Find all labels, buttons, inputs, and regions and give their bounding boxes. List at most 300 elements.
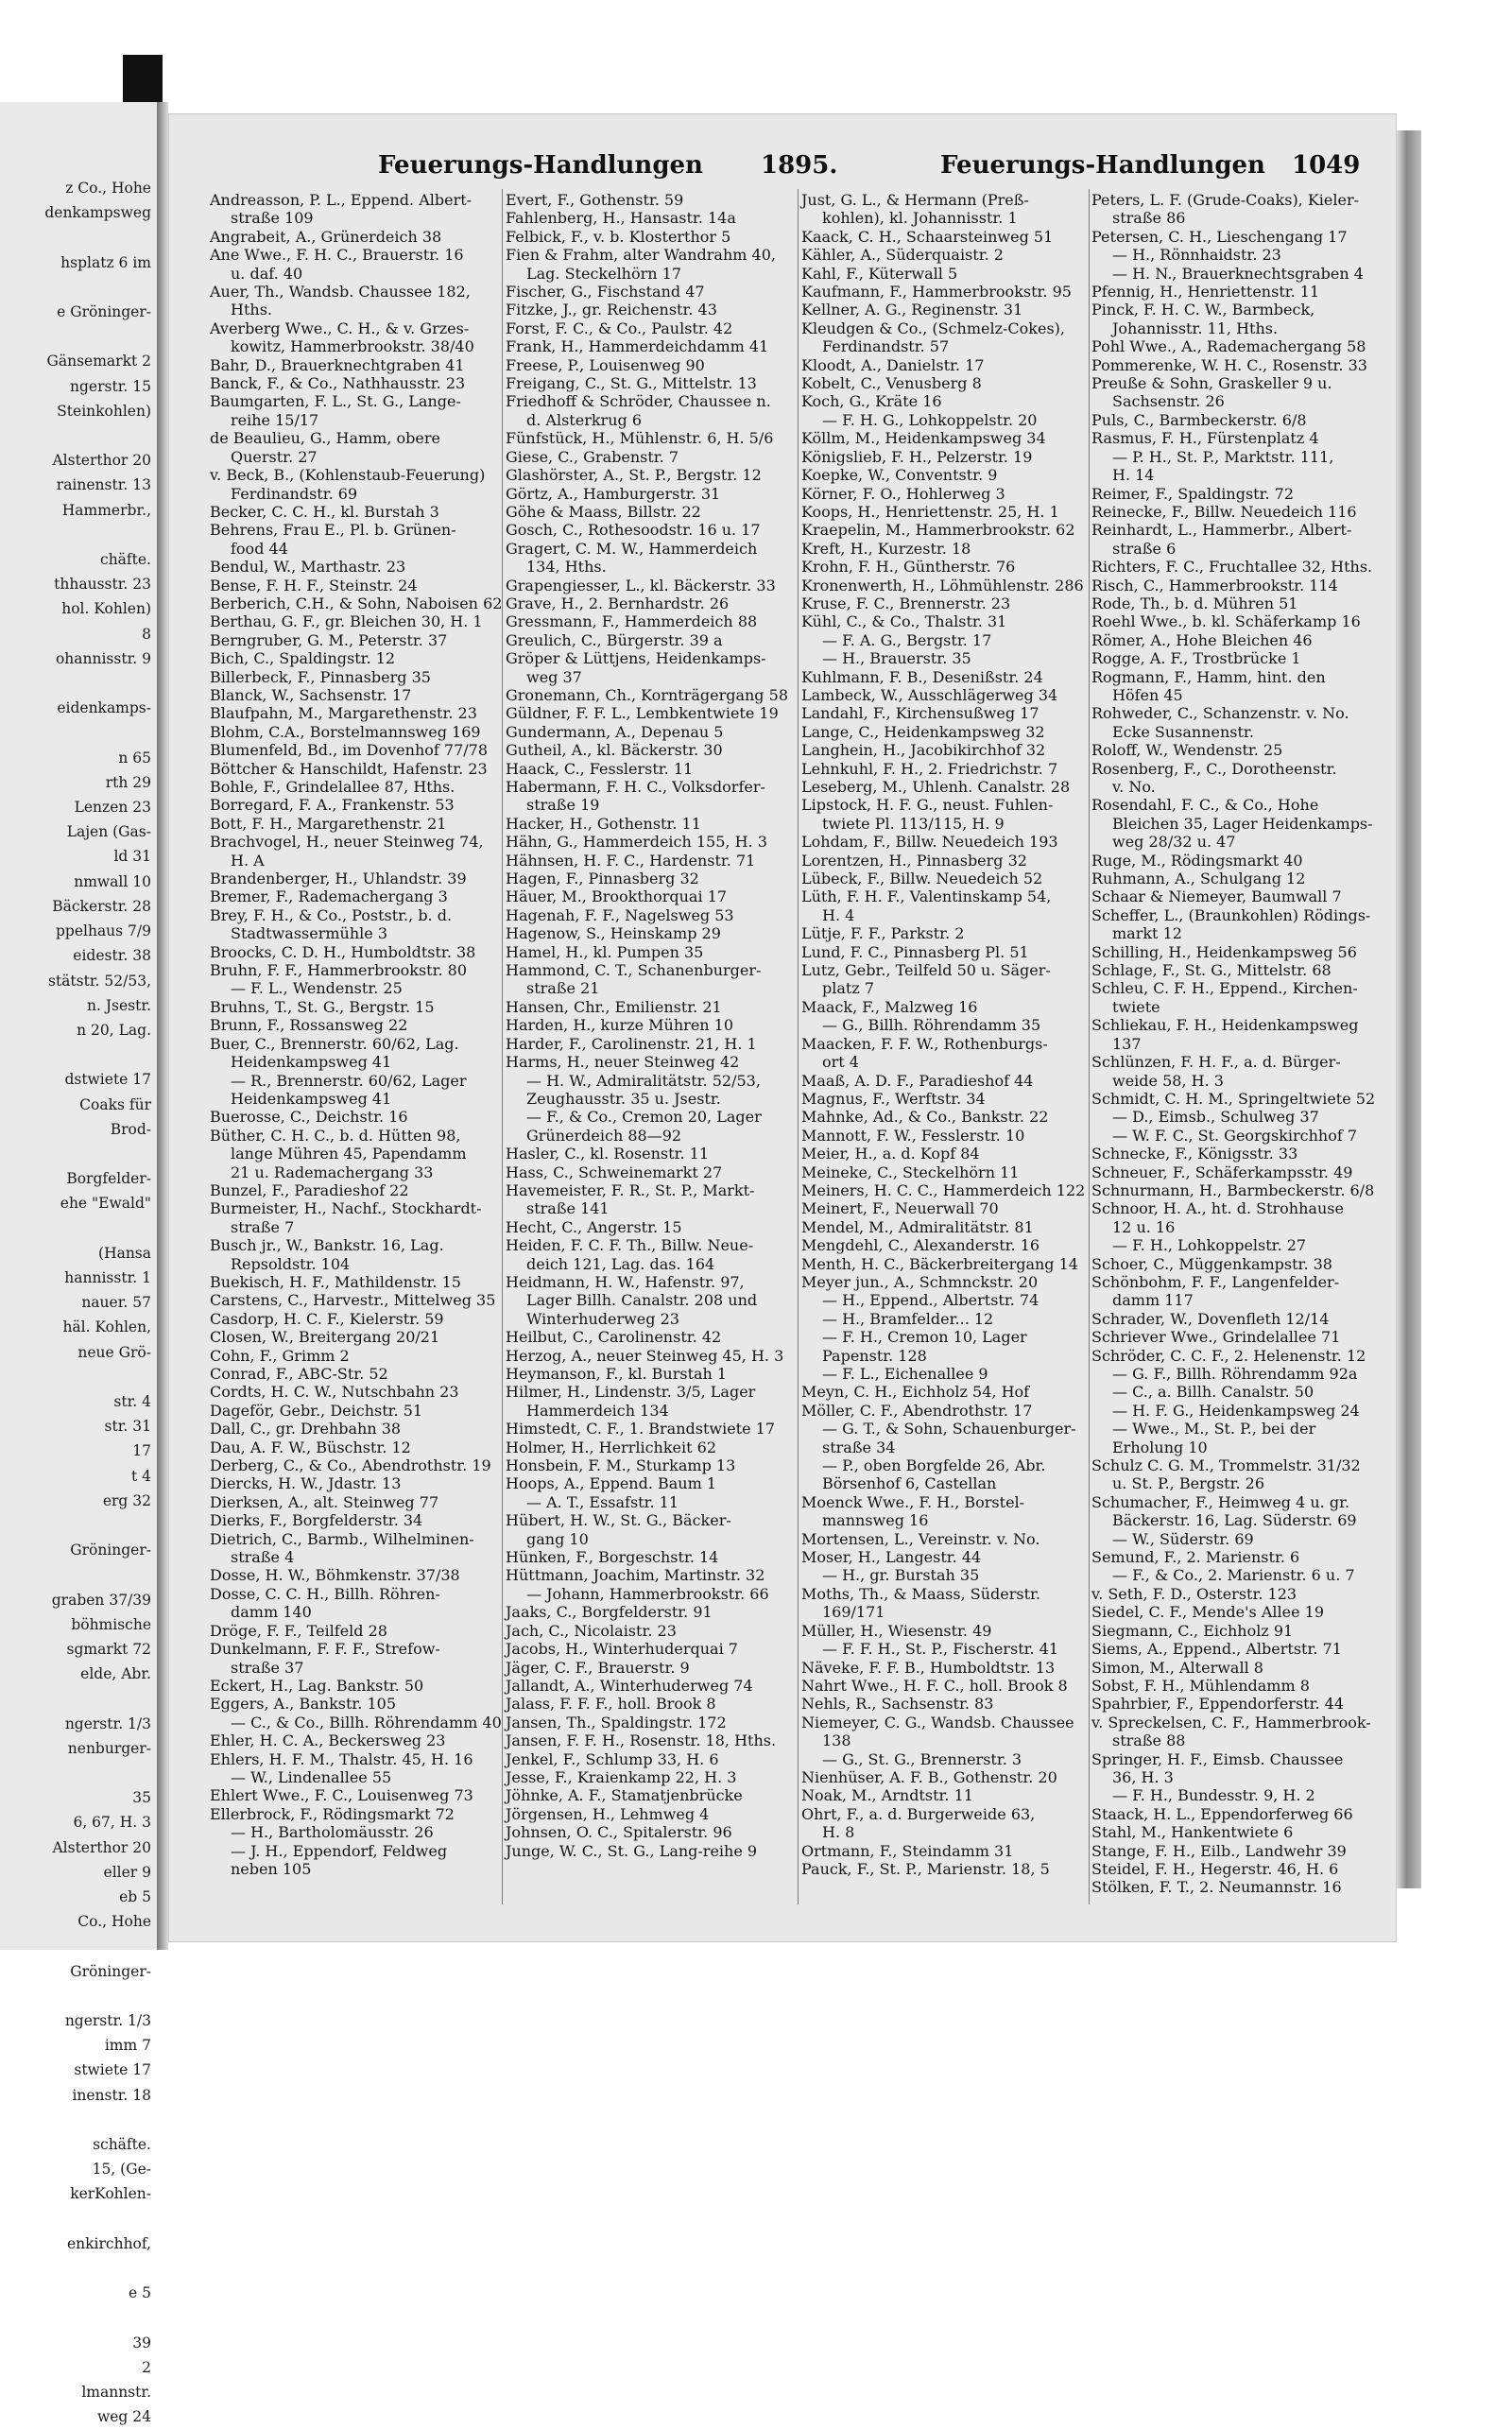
directory-entry: Siedel, C. F., Mende's Allee 19	[1091, 1603, 1324, 1622]
entry-continuation: lange Mühren 45, Papendamm	[231, 1145, 467, 1163]
entry-continuation: — F. F. H., St. P., Fischerstr. 41	[822, 1640, 1059, 1659]
directory-entry: Jallandt, A., Winterhuderweg 74	[506, 1676, 753, 1695]
directory-entry: Springer, H. F., Eimsb. Chaussee	[1091, 1749, 1344, 1768]
entry-continuation: H. 14	[1112, 466, 1155, 485]
entry-continuation: — G. T., & Sohn, Schauenburger-	[822, 1420, 1076, 1438]
directory-entry: Rode, Th., b. d. Mühren 51	[1091, 594, 1298, 612]
directory-entry: Näveke, F. F. B., Humboldtstr. 13	[801, 1658, 1056, 1677]
directory-entry: Meineke, C., Steckelhörn 11	[801, 1163, 1020, 1181]
directory-entry: Güldner, F. F. L., Lembkentwiete 19	[506, 704, 779, 723]
fragment-line: hsplatz 6 im	[60, 253, 151, 271]
directory-entry: Grapengiesser, L., kl. Bäckerstr. 33	[506, 576, 776, 594]
fragment-line	[4, 1216, 151, 1241]
fragment-line: imm 7	[104, 2037, 151, 2055]
directory-entry: Koops, H., Henriettenstr. 25, H. 1	[801, 502, 1059, 521]
directory-entry: Jacobs, H., Winterhuderquai 7	[506, 1640, 738, 1659]
fragment-line: eller 9	[103, 1863, 151, 1881]
directory-entry: Gröper & Lüttjens, Heidenkamps-	[506, 649, 766, 668]
entry-continuation: — J. H., Eppendorf, Feldweg	[231, 1841, 448, 1860]
directory-entry: Dunkelmann, F. F. F., Strefow-	[210, 1640, 440, 1659]
directory-entry: Hansen, Chr., Emilienstr. 21	[506, 997, 722, 1016]
directory-entry: Kraepelin, M., Hammerbrookstr. 62	[801, 521, 1075, 540]
fragment-line: str. 31	[104, 1418, 151, 1436]
entry-continuation: damm 140	[231, 1603, 312, 1622]
entry-continuation: Ecke Susannenstr.	[1112, 722, 1254, 741]
directory-entry: Meier, H., a. d. Kopf 84	[801, 1145, 980, 1163]
directory-entry: Fahlenberg, H., Hansastr. 14a	[506, 209, 736, 228]
directory-entry: Becker, C. C. H., kl. Burstah 3	[210, 502, 439, 521]
entry-continuation: — C., & Co., Billh. Röhrendamm 40	[231, 1713, 502, 1731]
entry-continuation: — F., & Co., 2. Marienstr. 6 u. 7	[1112, 1566, 1355, 1585]
fragment-line: e Gröninger-	[57, 303, 151, 321]
fragment-line: 6, 67, H. 3	[73, 1814, 151, 1832]
directory-entry: Averberg Wwe., C. H., & v. Grzes-	[210, 319, 470, 337]
directory-entry: Siegmann, C., Eichholz 91	[1091, 1621, 1294, 1640]
directory-entry: Mahnke, Ad., & Co., Bankstr. 22	[801, 1108, 1049, 1127]
fragment-line: Alsterthor 20	[52, 452, 151, 470]
fragment-line: 17	[132, 1442, 151, 1460]
entry-continuation: twiete Pl. 113/115, H. 9	[822, 814, 1005, 833]
page-header	[203, 151, 1361, 193]
directory-entry: Steidel, F. H., Hegerstr. 46, H. 6	[1091, 1859, 1339, 1878]
directory-entry: Habermann, F. H. C., Volksdorfer-	[506, 778, 765, 796]
fragment-line: eb 5	[119, 1888, 151, 1906]
directory-entry: Billerbeck, F., Pinnasberg 35	[210, 667, 431, 686]
directory-entry: Spahrbier, F., Eppendorferstr. 44	[1091, 1695, 1345, 1714]
directory-entry: Gutheil, A., kl. Bäckerstr. 30	[506, 741, 723, 760]
directory-entry: Andreasson, P. L., Eppend. Albert-	[210, 191, 472, 209]
directory-entry: Sobst, F. H., Mühlendamm 8	[1091, 1676, 1310, 1695]
previous-page-strip	[0, 102, 160, 2426]
directory-entry: Hagenow, S., Heinskamp 29	[506, 924, 721, 943]
fragment-line: Borgfelder-	[66, 1170, 151, 1188]
fragment-line: Coaks für	[79, 1095, 151, 1113]
directory-entry: Stahl, M., Hankentwiete 6	[1091, 1823, 1294, 1842]
directory-entry: Fitzke, J., gr. Reichenstr. 43	[506, 301, 717, 319]
directory-entry: Closen, W., Breitergang 20/21	[210, 1328, 440, 1347]
fragment-line: weg 24	[96, 2408, 151, 2426]
directory-entry: Schlage, F., St. G., Mittelstr. 68	[1091, 961, 1332, 980]
directory-entry: Bense, F. H. F., Steinstr. 24	[210, 576, 418, 594]
directory-entry: Ruge, M., Rödingsmarkt 40	[1091, 851, 1303, 870]
directory-entry: Broocks, C. D. H., Humboldtstr. 38	[210, 942, 476, 961]
directory-entry: Stölken, F. T., 2. Neumannstr. 16	[1091, 1878, 1342, 1897]
directory-entry: Brachvogel, H., neuer Steinweg 74,	[210, 833, 484, 852]
directory-entry: Richters, F. C., Fruchtallee 32, Hths.	[1091, 558, 1373, 577]
directory-column-3	[801, 191, 1094, 1911]
directory-entry: Harden, H., kurze Mühren 10	[506, 1016, 734, 1035]
fragment-line	[4, 523, 151, 547]
entry-continuation: — G. F., Billh. Röhrendamm 92a	[1112, 1365, 1358, 1383]
directory-entry: Jansen, Th., Spaldingstr. 172	[506, 1713, 727, 1731]
directory-entry: Königslieb, F. H., Pelzerstr. 19	[801, 447, 1033, 466]
directory-entry: v. Spreckelsen, C. F., Hammerbrook-	[1091, 1713, 1371, 1731]
directory-entry: Ehler, H. C. A., Beckersweg 23	[210, 1731, 446, 1750]
directory-entry: Gragert, C. M. W., Hammerdeich	[506, 539, 758, 558]
directory-entry: Römer, A., Hohe Bleichen 46	[1091, 630, 1313, 649]
entry-continuation: — F., & Co., Cremon 20, Lager	[526, 1108, 762, 1127]
fragment-line: eidestr. 38	[73, 947, 151, 965]
fragment-line: sgmarkt 72	[66, 1640, 151, 1658]
directory-entry: Casdorp, H. C. F., Kielerstr. 59	[210, 1309, 444, 1328]
directory-entry: Puls, C., Barmbeckerstr. 6/8	[1091, 410, 1307, 429]
directory-entry: Greulich, C., Bürgerstr. 39 a	[506, 630, 723, 649]
directory-entry: Hagen, F., Pinnasberg 32	[506, 870, 699, 888]
directory-entry: Häuer, M., Brookthorquai 17	[506, 887, 727, 906]
directory-entry: Kuhlmann, F. B., Desenißstr. 24	[801, 667, 1043, 686]
entry-continuation: — G., St. G., Brennerstr. 3	[822, 1749, 1022, 1768]
directory-entry: Dosse, H. W., Böhmkenstr. 37/38	[210, 1566, 460, 1585]
directory-entry: Köllm, M., Heidenkampsweg 34	[801, 429, 1046, 448]
directory-entry: Schoer, C., Müggenkampstr. 38	[1091, 1254, 1332, 1273]
directory-entry: Menth, H. C., Bäckerbreitergang 14	[801, 1254, 1078, 1273]
entry-continuation: — W. F. C., St. Georgskirchhof 7	[1112, 1126, 1358, 1145]
fragment-line: Gröninger-	[70, 1962, 151, 1980]
directory-entry: Mengdehl, C., Alexanderstr. 16	[801, 1236, 1040, 1255]
directory-entry: Maacken, F. F. W., Rothenburgs-	[801, 1034, 1048, 1053]
directory-entry: Lutz, Gebr., Teilfeld 50 u. Säger-	[801, 961, 1051, 980]
directory-entry: Himstedt, C. F., 1. Brandstwiete 17	[506, 1420, 776, 1438]
entry-continuation: reihe 15/17	[231, 410, 319, 429]
directory-entry: Müller, H., Wiesenstr. 49	[801, 1621, 992, 1640]
directory-entry: Ruhmann, A., Schulgang 12	[1091, 870, 1306, 888]
directory-entry: Schriever Wwe., Grindelallee 71	[1091, 1328, 1341, 1347]
directory-entry: Harder, F., Carolinenstr. 21, H. 1	[506, 1034, 757, 1053]
fragment-line: ehe "Ewald"	[60, 1195, 151, 1213]
directory-entry: Maaß, A. D. F., Paradieshof 44	[801, 1071, 1034, 1090]
entry-continuation: twiete	[1112, 997, 1160, 1016]
directory-entry: Mortensen, L., Vereinstr. v. No.	[801, 1529, 1040, 1548]
fragment-line	[4, 1365, 151, 1389]
directory-entry: Schumacher, F., Heimweg 4 u. gr.	[1091, 1492, 1350, 1511]
directory-entry: Frank, H., Hammerdeichdamm 41	[506, 337, 769, 356]
entry-continuation: u. daf. 40	[231, 264, 303, 283]
fragment-line	[4, 423, 151, 448]
entry-continuation: — P., oben Borgfelde 26, Abr.	[822, 1456, 1046, 1475]
entry-continuation: kohlen), kl. Johannisstr. 1	[822, 209, 1018, 228]
entry-continuation: Hths.	[231, 301, 272, 319]
fragment-line: t 4	[130, 1467, 151, 1485]
running-title-right: Feuerungs-Handlungen	[940, 151, 1265, 180]
fragment-line: Gröninger-	[70, 1542, 151, 1559]
directory-entry: Hünken, F., Borgeschstr. 14	[506, 1548, 719, 1567]
fragment-line: böhmische	[71, 1615, 151, 1633]
fragment-line: ppelhaus 7/9	[55, 922, 151, 940]
directory-entry: Böttcher & Hanschildt, Hafenstr. 23	[210, 759, 488, 778]
directory-entry: Lübeck, F., Billw. Neuedeich 52	[801, 870, 1043, 888]
fragment-line	[4, 2305, 151, 2330]
directory-entry: Honsbein, F. M., Sturkamp 13	[506, 1456, 736, 1475]
fragment-line	[4, 2256, 151, 2281]
fragment-line: e 5	[129, 2284, 151, 2302]
directory-entry: Jaaks, C., Borgfelderstr. 91	[506, 1603, 713, 1622]
directory-entry: Schrader, W., Dovenfleth 12/14	[1091, 1309, 1330, 1328]
directory-entry: Johnsen, O. C., Spitalerstr. 96	[506, 1823, 732, 1842]
directory-entry: Blaufpahn, M., Margarethenstr. 23	[210, 704, 477, 723]
directory-entry: Gressmann, F., Hammerdeich 88	[506, 612, 758, 631]
fragment-line: thhausstr. 23	[54, 576, 151, 594]
directory-entry: Hagenah, F. F., Nagelsweg 53	[506, 905, 734, 924]
entry-continuation: Bäckerstr. 16, Lag. Süderstr. 69	[1112, 1511, 1357, 1530]
directory-entry: Simon, M., Alterwall 8	[1091, 1658, 1263, 1677]
fragment-line: Gänsemarkt 2	[46, 353, 151, 370]
directory-entry: Eggers, A., Bankstr. 105	[210, 1695, 397, 1714]
directory-entry: Lipstock, H. F. G., neust. Fuhlen-	[801, 796, 1054, 815]
directory-column-4	[1091, 191, 1394, 1911]
book-gutter	[157, 102, 168, 1950]
entry-continuation: — A. T., Essafstr. 11	[526, 1492, 679, 1511]
directory-entry: Schleu, C. F. H., Eppend., Kirchen-	[1091, 979, 1358, 998]
directory-entry: Roehl Wwe., b. kl. Schäferkamp 16	[1091, 612, 1361, 631]
directory-entry: Rosendahl, F. C., & Co., Hohe	[1091, 796, 1319, 815]
directory-entry: Ane Wwe., F. H. C., Brauerstr. 16	[210, 246, 464, 265]
fragment-line: hannisstr. 1	[64, 1268, 151, 1286]
directory-entry: Freese, P., Louisenweg 90	[506, 355, 705, 374]
entry-continuation: kowitz, Hammerbrookstr. 38/40	[231, 337, 474, 356]
directory-entry: Berngruber, G. M., Peterstr. 37	[210, 630, 448, 649]
directory-entry: Schönbohm, F. F., Langenfelder-	[1091, 1272, 1340, 1291]
directory-entry: Schnecke, F., Königsstr. 33	[1091, 1145, 1298, 1163]
entry-continuation: — H., Rönnhaidstr. 23	[1112, 246, 1281, 265]
directory-entry: Harms, H., neuer Steinweg 42	[506, 1053, 740, 1072]
directory-entry: Pohl Wwe., A., Rademachergang 58	[1091, 337, 1366, 356]
fragment-line: enkirchhof,	[66, 2234, 151, 2252]
directory-entry: Diercks, H. W., Jdastr. 13	[210, 1474, 402, 1493]
fragment-line	[4, 1513, 151, 1538]
directory-entry: Reimer, F., Spaldingstr. 72	[1091, 484, 1295, 503]
directory-entry: Hecht, C., Angerstr. 15	[506, 1217, 682, 1236]
entry-continuation: gang 10	[526, 1529, 589, 1548]
entry-continuation: ort 4	[822, 1053, 859, 1072]
directory-entry: Haack, C., Fesslerstr. 11	[506, 759, 694, 778]
directory-entry: Nahrt Wwe., H. F. C., holl. Brook 8	[801, 1676, 1068, 1695]
directory-entry: Kellner, A. G., Reginenstr. 31	[801, 301, 1023, 319]
directory-entry: Glashörster, A., St. P., Bergstr. 12	[506, 466, 762, 485]
directory-entry: Bremer, F., Rademachergang 3	[210, 887, 448, 906]
fragment-line: nmwall 10	[74, 872, 151, 890]
directory-entry: Behrens, Frau E., Pl. b. Grünen-	[210, 521, 456, 540]
fragment-line: 8	[142, 625, 151, 643]
directory-entry: Jörgensen, H., Lehmweg 4	[506, 1804, 710, 1823]
entry-continuation: weg 28/32 u. 47	[1112, 833, 1236, 852]
directory-entry: Banck, F., & Co., Nathhausstr. 23	[210, 374, 466, 393]
directory-column-2	[506, 191, 799, 1911]
entry-continuation: — H., Eppend., Albertstr. 74	[822, 1291, 1040, 1310]
directory-entry: Lohdam, F., Billw. Neuedeich 193	[801, 833, 1058, 852]
directory-entry: Dageför, Gebr., Deichstr. 51	[210, 1401, 423, 1420]
directory-entry: Pinck, F. H. C. W., Barmbeck,	[1091, 301, 1315, 319]
entry-continuation: — D., Eimsb., Schulweg 37	[1112, 1108, 1319, 1127]
directory-entry: Maack, F., Malzweg 16	[801, 997, 978, 1016]
entry-continuation: — H., Brauerstr. 35	[822, 649, 971, 668]
fragment-line	[4, 1142, 151, 1166]
entry-continuation: Sachsenstr. 26	[1112, 392, 1225, 411]
directory-entry: Ohrt, F., a. d. Burgerweide 63,	[801, 1804, 1036, 1823]
entry-continuation: Börsenhof 6, Castellan	[822, 1474, 997, 1493]
directory-entry: Conrad, F., ABC-Str. 52	[210, 1365, 388, 1383]
previous-page-fragments	[4, 176, 157, 2429]
fragment-line: graben 37/39	[51, 1591, 151, 1609]
directory-entry: Grave, H., 2. Bernhardstr. 26	[506, 594, 730, 612]
directory-entry: Jesse, F., Kraienkamp 22, H. 3	[506, 1767, 737, 1786]
entry-continuation: 36, H. 3	[1112, 1767, 1174, 1786]
directory-entry: Fünfstück, H., Mühlenstr. 6, H. 5/6	[506, 429, 774, 448]
directory-entry: Havemeister, F. R., St. P., Markt-	[506, 1180, 755, 1199]
directory-entry: Cohn, F., Grimm 2	[210, 1346, 350, 1365]
entry-continuation: — F. L., Wendenstr. 25	[231, 979, 403, 998]
fragment-line: Brod-	[110, 1120, 151, 1138]
fragment-line: nenburger-	[67, 1739, 151, 1757]
directory-entry: Ellerbrock, F., Rödingsmarkt 72	[210, 1804, 455, 1823]
fragment-line: rainenstr. 13	[56, 476, 151, 494]
entry-continuation: — H. W., Admiralitätstr. 52/53,	[526, 1071, 761, 1090]
directory-entry: Moser, H., Langestr. 44	[801, 1548, 982, 1567]
directory-entry: Moths, Th., & Maass, Süderstr.	[801, 1584, 1040, 1603]
entry-continuation: — R., Brennerstr. 60/62, Lager	[231, 1071, 467, 1090]
entry-continuation: — H. N., Brauerknechtsgraben 4	[1112, 264, 1364, 283]
fragment-line	[4, 1562, 151, 1587]
directory-entry: v. Beck, B., (Kohlenstaub-Feuerung)	[210, 466, 486, 485]
fragment-line	[4, 275, 151, 300]
entry-continuation: — F. H., Lohkoppelstr. 27	[1112, 1236, 1307, 1255]
directory-entry: Buer, C., Brennerstr. 60/62, Lag.	[210, 1034, 459, 1053]
fragment-line: hol. Kohlen)	[61, 600, 151, 618]
fragment-line: inenstr. 18	[72, 2086, 151, 2104]
entry-continuation: Heidenkampsweg 41	[231, 1053, 392, 1072]
directory-entry: Blumenfeld, Bd., im Dovenhof 77/78	[210, 741, 489, 760]
fragment-line: str. 4	[113, 1392, 151, 1410]
directory-entry: Bruhn, F. F., Hammerbrookstr. 80	[210, 961, 468, 980]
fragment-line: ngerstr. 1/3	[64, 2012, 151, 2030]
directory-entry: Roloff, W., Wendenstr. 25	[1091, 741, 1283, 760]
entry-continuation: deich 121, Lag. das. 164	[526, 1254, 715, 1273]
directory-entry: Pauck, F., St. P., Marienstr. 18, 5	[801, 1859, 1050, 1878]
directory-entry: Schmidt, C. H. M., Springeltwiete 52	[1091, 1089, 1376, 1108]
directory-entry: Leseberg, M., Uhlenh. Canalstr. 28	[801, 778, 1071, 796]
directory-entry: Bendul, W., Marthastr. 23	[210, 558, 406, 577]
directory-entry: Holmer, H., Herrlichkeit 62	[506, 1438, 716, 1456]
entry-continuation: u. St. P., Bergstr. 26	[1112, 1474, 1264, 1493]
directory-entry: Krohn, F. H., Güntherstr. 76	[801, 558, 1016, 577]
entry-continuation: food 44	[231, 539, 288, 558]
entry-continuation: — F. H., Cremon 10, Lager	[822, 1328, 1027, 1347]
entry-continuation: — F. A. G., Bergstr. 17	[822, 630, 992, 649]
directory-entry: Reinecke, F., Billw. Neuedeich 116	[1091, 502, 1357, 521]
directory-entry: Angrabeit, A., Grünerdeich 38	[210, 227, 442, 246]
directory-entry: Jach, C., Nicolaistr. 23	[506, 1621, 677, 1640]
fragment-line: n 65	[118, 749, 151, 767]
directory-entry: Kronenwerth, H., Löhmühlenstr. 286	[801, 576, 1084, 594]
directory-entry: Baumgarten, F. L., St. G., Lange-	[210, 392, 461, 411]
directory-entry: Gronemann, Ch., Kornträgergang 58	[506, 685, 788, 704]
directory-entry: Brey, F. H., & Co., Poststr., b. d.	[210, 905, 453, 924]
directory-entry: Magnus, F., Werftstr. 34	[801, 1089, 986, 1108]
directory-entry: Kruse, F. C., Brennerstr. 23	[801, 594, 1011, 612]
entry-continuation: — H., Bramfelder... 12	[822, 1309, 994, 1328]
directory-entry: Kobelt, C., Venusberg 8	[801, 374, 982, 393]
entry-continuation: 137	[1112, 1034, 1142, 1053]
entry-continuation: straße 6	[1112, 539, 1177, 558]
fragment-line: eidenkamps-	[57, 699, 151, 717]
entry-continuation: straße 88	[1112, 1731, 1186, 1750]
directory-entry: Bunzel, F., Paradieshof 22	[210, 1180, 409, 1199]
fragment-line: Alsterthor 20	[52, 1838, 151, 1856]
scan-border	[123, 55, 163, 102]
fragment-line: lmannstr.	[81, 2384, 151, 2402]
directory-entry: Schilling, H., Heidenkampsweg 56	[1091, 942, 1357, 961]
entry-continuation: straße 37	[231, 1658, 304, 1677]
directory-entry: Rasmus, F. H., Fürstenplatz 4	[1091, 429, 1319, 448]
fragment-line: 35	[132, 1789, 151, 1807]
entry-continuation: 138	[822, 1731, 851, 1750]
directory-entry: Schnoor, H. A., ht. d. Strohhause	[1091, 1199, 1344, 1218]
directory-entry: Niemeyer, C. G., Wandsb. Chaussee	[801, 1713, 1074, 1731]
directory-entry: Dall, C., gr. Drehbahn 38	[210, 1420, 402, 1438]
directory-entry: Hübert, H. W., St. G., Bäcker-	[506, 1511, 731, 1530]
directory-entry: Forst, F. C., & Co., Paulstr. 42	[506, 319, 733, 337]
directory-entry: Hähnsen, H. F. C., Hardenstr. 71	[506, 851, 756, 870]
directory-entry: Langhein, H., Jacobikirchhof 32	[801, 741, 1046, 760]
directory-entry: Mannott, F. W., Fesslerstr. 10	[801, 1126, 1025, 1145]
directory-entry: Moenck Wwe., F. H., Borstel-	[801, 1492, 1025, 1511]
directory-entry: Bruhns, T., St. G., Bergstr. 15	[210, 997, 435, 1016]
entry-continuation: mannsweg 16	[822, 1511, 929, 1530]
directory-entry: Hilmer, H., Lindenstr. 3/5, Lager	[506, 1383, 756, 1402]
fragment-line: stätstr. 52/53,	[48, 972, 151, 990]
entry-continuation: Ferdinandstr. 69	[231, 484, 358, 503]
entry-continuation: d. Alsterkrug 6	[526, 410, 642, 429]
directory-entry: Gundermann, A., Depenau 5	[506, 722, 724, 741]
directory-entry: Ehlers, H. F. M., Thalstr. 45, H. 16	[210, 1749, 473, 1768]
directory-entry: de Beaulieu, G., Hamm, obere	[210, 429, 440, 448]
directory-entry: Jansen, F. F. H., Rosenstr. 18, Hths.	[506, 1731, 777, 1750]
directory-entry: Jalass, F. F. F., holl. Brook 8	[506, 1695, 716, 1714]
directory-entry: Ehlert Wwe., F. C., Louisenweg 73	[210, 1786, 473, 1805]
fragment-line: 15, (Ge-	[92, 2161, 151, 2179]
directory-entry: Kahl, F., Küterwall 5	[801, 264, 958, 283]
directory-entry: Dröge, F. F., Teilfeld 28	[210, 1621, 387, 1640]
directory-entry: Nienhüser, A. F. B., Gothenstr. 20	[801, 1767, 1057, 1786]
directory-entry: Busch jr., W., Bankstr. 16, Lag.	[210, 1236, 444, 1255]
entry-continuation: platz 7	[822, 979, 875, 998]
fragment-line	[4, 2108, 151, 2132]
directory-entry: Fien & Frahm, alter Wandrahm 40,	[506, 246, 776, 265]
entry-continuation: straße 7	[231, 1217, 295, 1236]
entry-continuation: — W., Süderstr. 69	[1112, 1529, 1254, 1548]
directory-entry: Hacker, H., Gothenstr. 11	[506, 814, 701, 833]
fragment-line	[4, 1761, 151, 1785]
directory-entry: Scheffer, L., (Braunkohlen) Rödings-	[1091, 905, 1371, 924]
directory-entry: Meiners, H. C. C., Hammerdeich 122	[801, 1180, 1086, 1199]
fragment-line: Hammerbr.,	[61, 501, 151, 519]
directory-entry: Kühl, C., & Co., Thalstr. 31	[801, 612, 1007, 631]
page-edge	[1397, 130, 1421, 1888]
directory-entry: Brandenberger, H., Uhlandstr. 39	[210, 870, 467, 888]
directory-entry: Siems, A., Eppend., Albertstr. 71	[1091, 1640, 1342, 1659]
directory-entry: Meyn, C. H., Eichholz 54, Hof	[801, 1383, 1030, 1402]
directory-entry: Rosenberg, F., C., Dorotheenstr.	[1091, 759, 1337, 778]
fragment-line: elde, Abr.	[80, 1665, 151, 1683]
entry-continuation: Zeughausstr. 35 u. Jsestr.	[526, 1089, 721, 1108]
fragment-line	[4, 1984, 151, 2008]
directory-entry: Buekisch, H. F., Mathildenstr. 15	[210, 1272, 461, 1291]
entry-continuation: Grünerdeich 88—92	[526, 1126, 682, 1145]
directory-entry: Bich, C., Spaldingstr. 12	[210, 649, 396, 668]
directory-entry: Pfennig, H., Henriettenstr. 11	[1091, 283, 1320, 301]
directory-entry: Burmeister, H., Nachf., Stockhardt-	[210, 1199, 482, 1218]
directory-entry: Eckert, H., Lag. Bankstr. 50	[210, 1676, 424, 1695]
fragment-line	[4, 1934, 151, 1958]
